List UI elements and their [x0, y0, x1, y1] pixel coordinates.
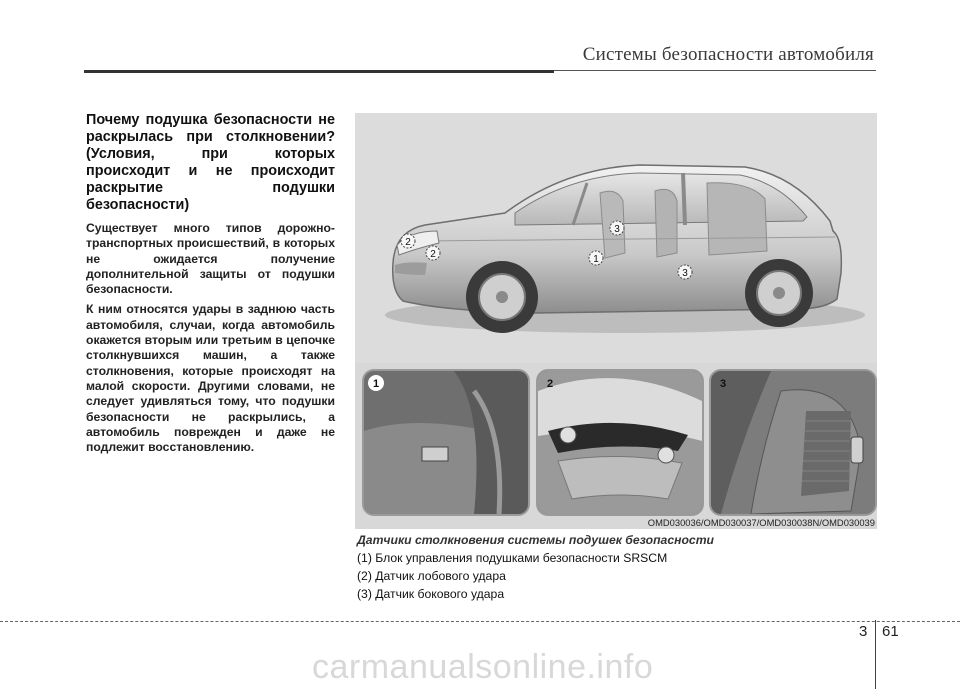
callout-label: 3	[682, 268, 688, 279]
inset-srscm	[362, 369, 530, 516]
page-number: 61	[882, 623, 899, 640]
callout-1-center	[589, 251, 603, 265]
left-column	[86, 112, 335, 460]
caption-title: Датчики столкновения системы подушек безопасности	[357, 533, 714, 547]
header-rule-accent	[84, 70, 554, 73]
inset-side-sensor	[709, 369, 877, 516]
footer-rule	[0, 621, 960, 622]
watermark: carmanualsonline.info	[312, 648, 654, 686]
callout-label: 2	[405, 237, 411, 248]
inset-number: 1	[372, 378, 380, 390]
caption-item-1: (1) Блок управления подушками безопасности SRSCM	[357, 551, 668, 565]
section-heading: Почему подушка безопасности не раскрылась при столкновении? (Условия, при которых происходит и не происходит раскрытие подушки безопасности)	[86, 112, 335, 213]
paragraph-1: Существует много типов дорожно-транспортных происшествий, в которых не ожидается получение дополнительной защиты от подушки безопасности.	[86, 221, 335, 297]
paragraph-2: К ним относятся удары в заднюю часть автомобиля, случаи, когда автомобиль окажется вторым или третьим в цепочке столкнувшихся машин, а также столкновения, которые происходят на малой скорости. Другими словами, не следует удивляться тому, что подушки безопасности не раскрылись, а автомобиль поврежден и даже не подлежит восстановлению.	[86, 302, 335, 455]
car-cutaway-illustration	[355, 113, 877, 363]
inset-srscm-illustration	[364, 371, 528, 514]
chapter-number: 3	[859, 623, 868, 640]
callout-2-front-upper	[401, 234, 415, 248]
caption-item-2: (2) Датчик лобового удара	[357, 569, 506, 583]
sensor-figure	[355, 113, 877, 529]
chapter-title: Системы безопасности автомобиля	[582, 44, 874, 65]
callout-label: 1	[593, 254, 599, 265]
figure-caption	[357, 533, 877, 605]
inset-front-sensor-illustration	[538, 371, 702, 514]
callout-3-pillar	[610, 221, 624, 235]
page-number-separator	[875, 620, 876, 689]
figure-code: OMD030036/OMD030037/OMD030038N/OMD030039	[647, 517, 875, 528]
inset-side-sensor-illustration	[711, 371, 875, 514]
callout-label: 3	[614, 224, 620, 235]
inset-number: 3	[719, 378, 727, 390]
callout-label: 2	[430, 249, 436, 260]
callout-2-front-lower	[426, 246, 440, 260]
inset-number: 2	[546, 378, 554, 390]
caption-item-3: (3) Датчик бокового удара	[357, 587, 505, 601]
inset-front-sensor	[536, 369, 704, 516]
callout-3-sill	[678, 265, 692, 279]
